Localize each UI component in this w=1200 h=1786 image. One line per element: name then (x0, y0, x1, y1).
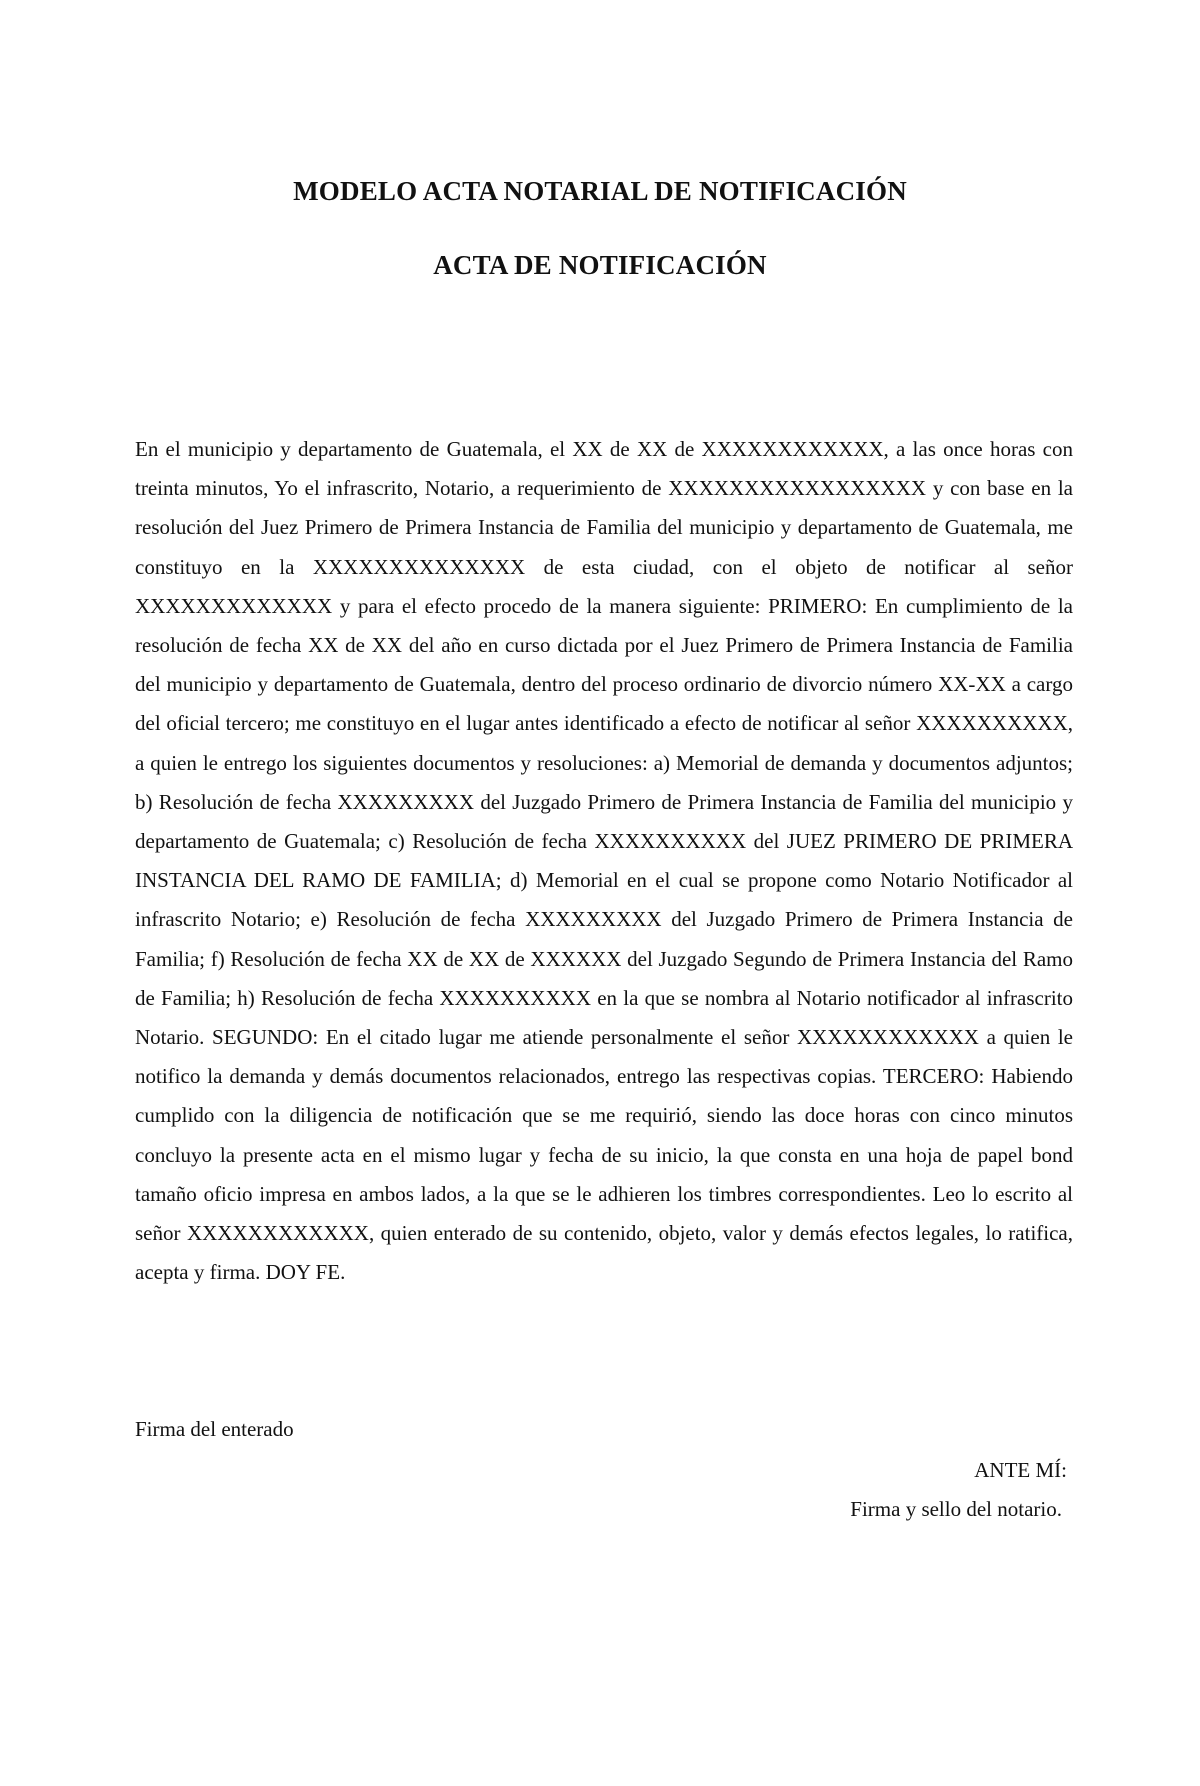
signature-party-label: Firma del enterado (135, 1417, 294, 1441)
notary-signature-label: Firma y sello del notario. (850, 1497, 1062, 1521)
ante-mi-label: ANTE MÍ: (974, 1458, 1067, 1482)
document-subtitle: ACTA DE NOTIFICACIÓN (433, 250, 767, 280)
document-body: En el municipio y departamento de Guatemala, el XX de XX de XXXXXXXXXXXX, a las once horas con treinta minutos, Yo el infrascrito, Notario, a requerimiento de XXXXXXXXXXXXXXXXX y con base en la resolución del Juez Primero de Primera Instancia de Familia del municipio y departamento de Guatemala, me constituyo en la XXXXXXXXXXXXXX de esta ciudad, con el objeto de notificar al señor XXXXXXXXXXXXX y para el efecto procedo de la manera siguiente: PRIMERO: En cumplimiento de la resolución de fecha XX de XX del año en curso dictada por el Juez Primero de Primera Instancia de Familia del municipio y departamento de Guatemala, dentro del proceso ordinario de divorcio número XX-XX a cargo del oficial tercero; me constituyo en el lugar antes identificado a efecto de notificar al señor XXXXXXXXXX, a quien le entrego los siguientes documentos y resoluciones: a) Memorial de demanda y documentos adjuntos; b) Resolución de fecha XXXXXXXXX del Juzgado Primero de Primera Instancia de Familia del municipio y departamento de Guatemala; c) Resolución de fecha XXXXXXXXXX del JUEZ PRIMERO DE PRIMERA INSTANCIA DEL RAMO DE FAMILIA; d) Memorial en el cual se propone como Notario Notificador al infrascrito Notario; e) Resolución de fecha XXXXXXXXX del Juzgado Primero de Primera Instancia de Familia; f) Resolución de fecha XX de XX de XXXXXX del Juzgado Segundo de Primera Instancia del Ramo de Familia; h) Resolución de fecha XXXXXXXXXX en la que se nombra al Notario notificador al infrascrito Notario. SEGUNDO: En el citado lugar me atiende personalmente el señor XXXXXXXXXXXX a quien le notifico la demanda y demás documentos relacionados, entrego las respectivas copias. TERCERO: Habiendo cumplido con la diligencia de notificación que se me requirió, siendo las doce horas con cinco minutos concluyo la presente acta en el mismo lugar y fecha de su inicio, la que consta en una hoja de papel bond tamaño oficio impresa en ambos lados, a la que se le adhieren los timbres correspondientes. Leo lo escrito al señor XXXXXXXXXXXX, quien enterado de su contenido, objeto, valor y demás efectos legales, lo ratifica, acepta y firma. DOY FE. (135, 437, 1073, 1285)
document-title: MODELO ACTA NOTARIAL DE NOTIFICACIÓN (293, 176, 907, 206)
